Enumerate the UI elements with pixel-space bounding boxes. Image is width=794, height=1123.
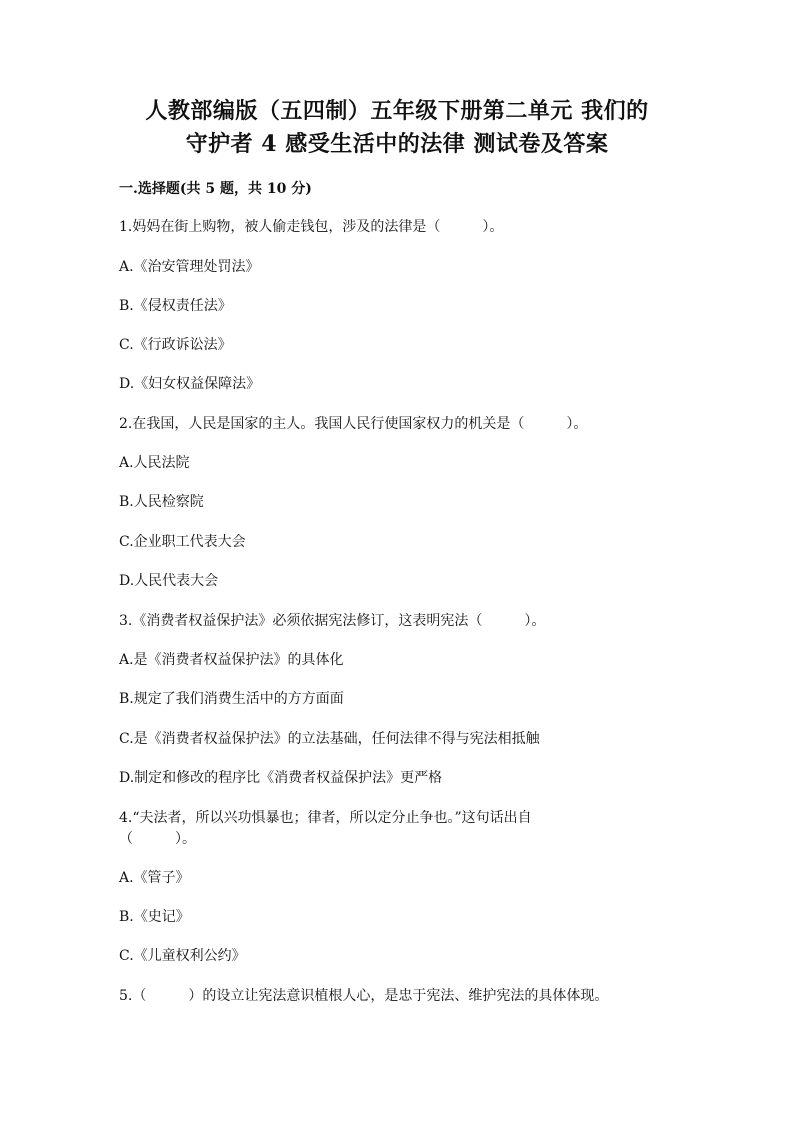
question-1-option-c: C.《行政诉讼法》 [119,337,232,353]
question-1-stem: 1.妈妈在街上购物，被人偷走钱包，涉及的法律是（ ）。 [119,219,504,235]
question-2-option-d: D.人民代表大会 [119,573,219,589]
question-4-stem: 4.“夫法者，所以兴功惧暴也；律者，所以定分止争也。”这句话出自 [119,810,532,826]
question-4-option-b: B.《史记》 [119,909,190,925]
question-5-stem: 5.（ ）的设立让宪法意识植根人心，是忠于宪法、维护宪法的具体体现。 [119,988,609,1004]
question-2-option-a: A.人民法院 [119,455,190,471]
document-title-line-1: 人教部编版（五四制）五年级下册第二单元 我们的 [145,98,649,124]
question-3-option-c: C.是《消费者权益保护法》的立法基础，任何法律不得与宪法相抵触 [119,731,540,747]
section-heading: 一.选择题(共 5 题，共 10 分) [119,181,312,197]
question-2-stem: 2.在我国，人民是国家的主人。我国人民行使国家权力的机关是（ ）。 [119,416,588,432]
question-1-option-a: A.《治安管理处罚法》 [119,259,260,275]
question-3-option-d: D.制定和修改的程序比《消费者权益保护法》更严格 [119,770,443,786]
question-4-option-a: A.《管子》 [119,870,190,886]
question-3-stem: 3.《消费者权益保护法》必须依据宪法修订，这表明宪法（ ）。 [119,613,546,629]
question-4-stem-continued: （ ）。 [119,831,196,847]
document-title-line-2: 守护者 4 感受生活中的法律 测试卷及答案 [185,131,609,157]
question-3-option-b: B.规定了我们消费生活中的方方面面 [119,691,344,707]
question-1-option-d: D.《妇女权益保障法》 [119,376,261,392]
question-2-option-b: B.人民检察院 [119,494,204,510]
question-1-option-b: B.《侵权责任法》 [119,298,232,314]
question-4-option-c: C.《儿童权利公约》 [119,948,246,964]
question-2-option-c: C.企业职工代表大会 [119,534,246,550]
question-3-option-a: A.是《消费者权益保护法》的具体化 [119,652,344,668]
